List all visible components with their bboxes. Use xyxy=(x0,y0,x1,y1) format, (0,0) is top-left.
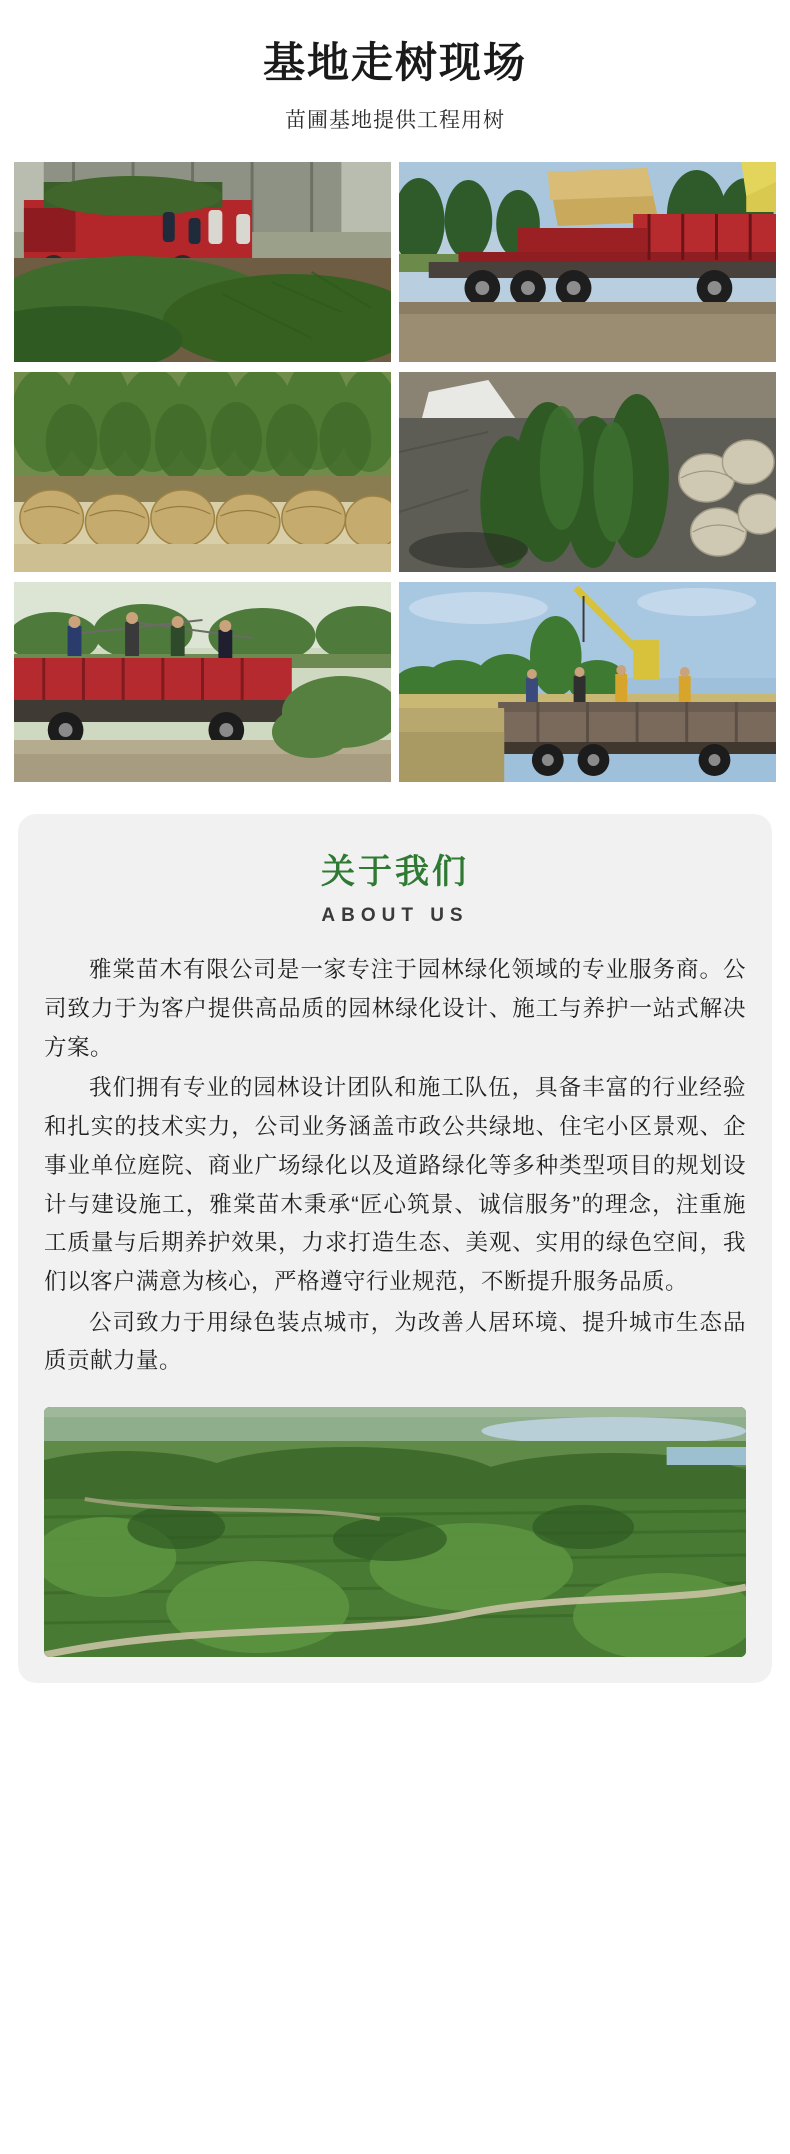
page-subtitle: 苗圃基地提供工程用树 xyxy=(285,109,505,133)
photo-nursery-aerial-image xyxy=(44,1407,746,1657)
page-header xyxy=(0,0,790,150)
photo-workers-on-truck-image xyxy=(14,582,391,782)
photo-balled-root-saplings xyxy=(14,372,391,572)
photo-truck-loading-cypress-image xyxy=(14,162,391,362)
photo-nursery-aerial xyxy=(44,1407,746,1657)
about-paragraph-3: 公司致力于用绿色装点城市，为改善人居环境、提升城市生态品质贡献力量。 xyxy=(44,1309,746,1374)
about-paragraph-1: 雅棠苗木有限公司是一家专注于园林绿化领域的专业服务商。公司致力于为客户提供高品质的园林绿化设计、施工与养护一站式解决方案。 xyxy=(44,957,746,1060)
about-title: 关于我们 xyxy=(321,853,469,892)
photo-truck-straw-bales-image xyxy=(399,162,776,362)
photo-truck-loading-cypress xyxy=(14,162,391,362)
about-section xyxy=(0,782,790,1711)
photo-cypress-bundles xyxy=(399,372,776,572)
photo-gallery xyxy=(0,150,790,782)
photo-balled-root-saplings-image xyxy=(14,372,391,572)
page-title: 基地走树现场 xyxy=(262,39,527,86)
photo-cypress-bundles-image xyxy=(399,372,776,572)
about-body xyxy=(44,951,746,1381)
photo-crane-loading xyxy=(399,582,776,782)
photo-truck-straw-bales xyxy=(399,162,776,362)
about-card xyxy=(18,814,772,1683)
photo-workers-on-truck xyxy=(14,582,391,782)
photo-crane-loading-image xyxy=(399,582,776,782)
about-subtitle: ABOUT US xyxy=(321,905,469,927)
about-paragraph-2: 我们拥有专业的园林设计团队和施工队伍，具备丰富的行业经验和扎实的技术实力，公司业务涵盖市政公共绿地、住宅小区景观、企事业单位庭院、商业广场绿化以及道路绿化等多种类型项目的规划设计与建设施工，雅棠苗木秉承“匠心筑景、诚信服务”的理念，注重施工质量与后期养护效果，力求打造生态、美观、实用的绿色空间，我们以客户满意为核心，严格遵守行业规范，不断提升服务品质。 xyxy=(44,1075,746,1294)
